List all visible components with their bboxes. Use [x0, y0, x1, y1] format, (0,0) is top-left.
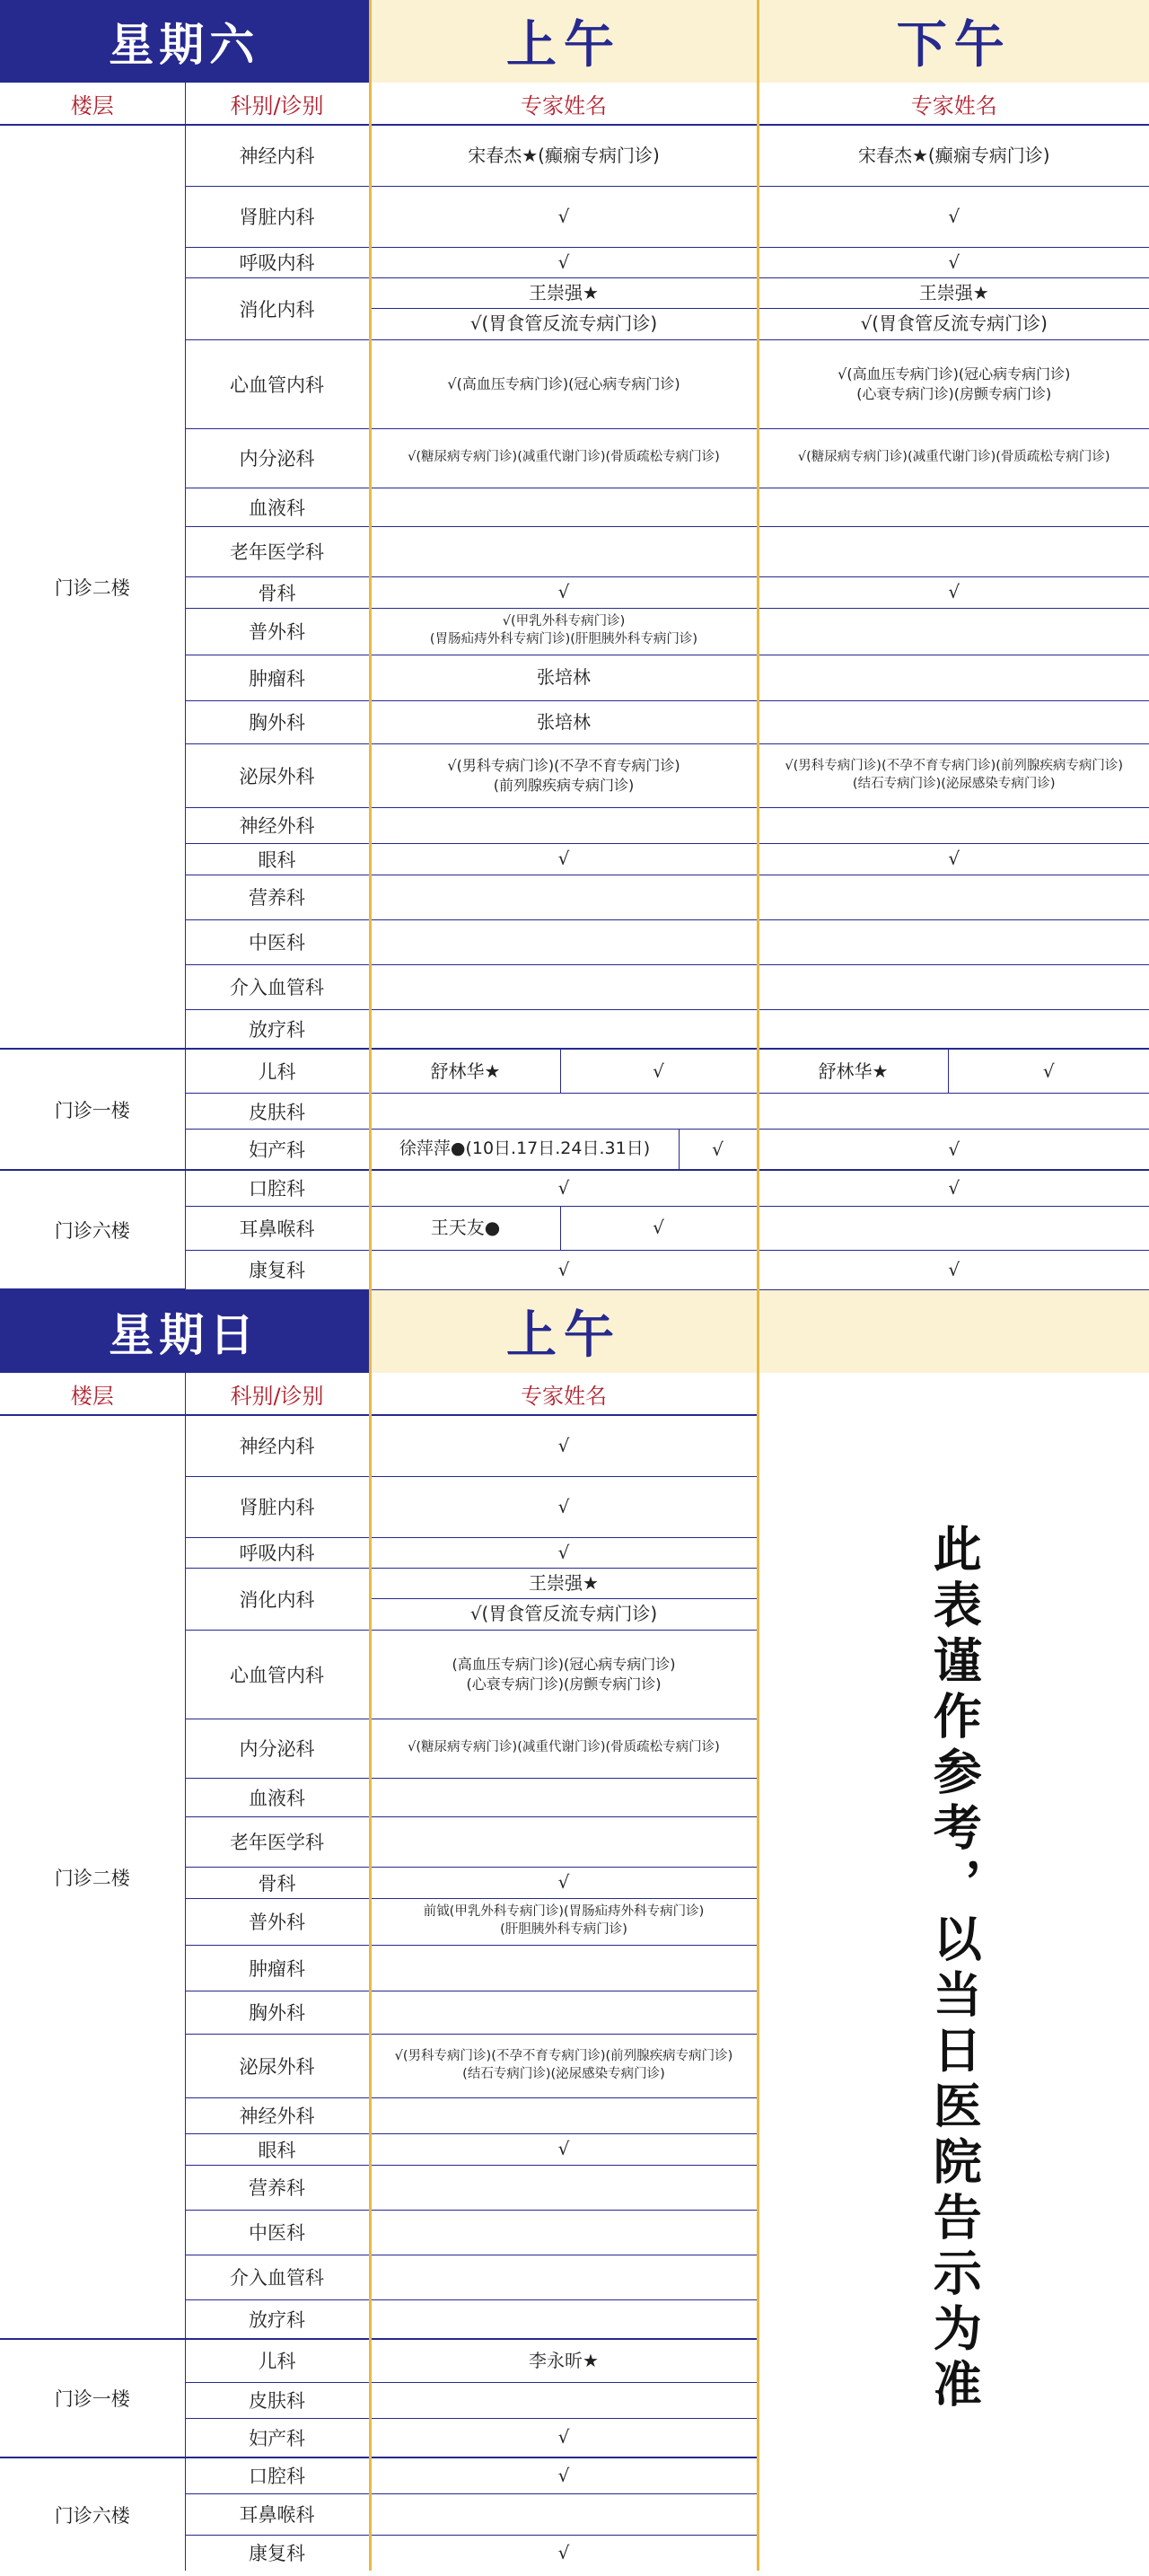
check-mark: √: [653, 1217, 664, 1238]
expert-cell: √(糖尿病专病门诊)(减重代谢门诊)(骨质疏松专病门诊): [758, 428, 1149, 488]
header-department: 科别/诊别: [185, 1373, 370, 1415]
dept-label: 消化内科: [185, 1568, 370, 1630]
expert-cell: √: [370, 1476, 758, 1537]
sunday-header-row: [0, 1373, 1149, 1415]
expert-clinic: √(胃食管反流专病门诊): [469, 312, 658, 335]
expert-name: 王崇强★: [372, 278, 757, 310]
check-mark: √: [1042, 1059, 1055, 1082]
expert-cell: [758, 964, 1149, 1009]
expert-name: 舒林华★: [372, 1050, 561, 1093]
expert-cell: [758, 1049, 1149, 1094]
dept-label: 肾脏内科: [185, 186, 370, 247]
notice-text: 此表谨作参考，以当日医院告示为准: [925, 1524, 983, 2414]
dept-label: 介入血管科: [185, 2255, 370, 2299]
expert-cell: [758, 526, 1149, 576]
expert-cell: [758, 1206, 1149, 1250]
expert-cell: √: [370, 1415, 758, 1476]
expert-cell: √: [370, 1170, 758, 1206]
expert-cell: [370, 2493, 758, 2535]
dept-label: 老年医学科: [185, 526, 370, 576]
dept-label: 消化内科: [185, 277, 370, 339]
expert-cell: [370, 1206, 758, 1250]
expert-cell: [758, 655, 1149, 700]
dept-label: 神经内科: [185, 1415, 370, 1476]
expert-cell: [758, 488, 1149, 526]
period-pm-saturday: 下午: [758, 0, 1149, 83]
expert-clinic: √(男科专病门诊)(不孕不育专病门诊): [447, 756, 680, 774]
expert-name: 王崇强★: [759, 278, 1149, 310]
floor-label: 门诊六楼: [0, 1170, 185, 1289]
sunday-title-row: [0, 1290, 1149, 1373]
expert-clinic: (胃肠疝痔外科专病门诊)(肝胆胰外科专病门诊): [429, 632, 698, 646]
expert-clinic: (心衰专病门诊)(房颤专病门诊): [466, 1675, 662, 1692]
dept-label: 神经外科: [185, 2097, 370, 2133]
expert-cell: [370, 1049, 758, 1094]
expert-cell: [370, 2382, 758, 2418]
expert-cell: [370, 1130, 758, 1171]
expert-cell: [370, 1945, 758, 1991]
dept-label: 皮肤科: [185, 1094, 370, 1130]
dept-label: 内分泌科: [185, 428, 370, 488]
dept-label: 眼科: [185, 843, 370, 875]
table-row: [0, 125, 1149, 186]
expert-cell: [370, 1991, 758, 2034]
expert-cell: [370, 919, 758, 964]
saturday-title-row: [0, 0, 1149, 83]
saturday-header-row: [0, 83, 1149, 125]
expert-cell: √: [758, 1130, 1149, 1171]
expert-cell: 张培林: [370, 700, 758, 743]
expert-cell: [370, 488, 758, 526]
day-title-saturday: 星期六: [0, 0, 370, 83]
dept-label: 内分泌科: [185, 1719, 370, 1778]
expert-cell: [370, 1898, 758, 1945]
expert-cell: [370, 1778, 758, 1816]
dept-label: 营养科: [185, 875, 370, 919]
expert-clinic: (肝胆胰外科专病门诊): [500, 1922, 627, 1937]
expert-clinic: (高血压专病门诊)(冠心病专病门诊): [452, 1655, 676, 1673]
expert-clinic: √(男科专病门诊)(不孕不育专病门诊)(前列腺疾病专病门诊): [785, 758, 1124, 773]
dept-label: 肾脏内科: [185, 1476, 370, 1537]
dept-label: 口腔科: [185, 2457, 370, 2493]
expert-cell: [370, 1630, 758, 1719]
expert-cell: √: [370, 2457, 758, 2493]
expert-cell: [370, 2255, 758, 2299]
floor-label: 门诊二楼: [0, 1415, 185, 2339]
dept-label: 耳鼻喉科: [185, 1206, 370, 1250]
header-expert-am: 专家姓名: [370, 83, 758, 125]
expert-cell: [758, 807, 1149, 843]
dept-label: 介入血管科: [185, 964, 370, 1009]
expert-clinic: (心衰专病门诊)(房颤专病门诊): [856, 384, 1052, 402]
dept-label: 儿科: [185, 1049, 370, 1094]
expert-cell: √: [370, 1867, 758, 1898]
expert-clinic: 前钺(甲乳外科专病门诊)(胃肠疝痔外科专病门诊): [423, 1904, 705, 1920]
expert-cell: √: [758, 1170, 1149, 1206]
expert-cell: [370, 875, 758, 919]
check-mark: √: [712, 1138, 724, 1160]
dept-label: 儿科: [185, 2339, 370, 2382]
notice-cell: [758, 1373, 1149, 2571]
expert-cell: [370, 1568, 758, 1630]
dept-label: 营养科: [185, 2165, 370, 2210]
expert-clinic: √(高血压专病门诊)(冠心病专病门诊): [838, 365, 1071, 382]
expert-cell: √: [370, 1250, 758, 1289]
header-floor: 楼层: [0, 1373, 185, 1415]
expert-cell: [370, 2165, 758, 2210]
expert-cell: [370, 2210, 758, 2255]
expert-cell: [758, 339, 1149, 428]
header-expert-am: 专家姓名: [370, 1373, 758, 1415]
expert-cell: √: [370, 2133, 758, 2165]
expert-cell: [370, 1816, 758, 1867]
dept-label: 神经内科: [185, 125, 370, 186]
dept-label: 康复科: [249, 2543, 305, 2565]
header-floor: 楼层: [0, 83, 185, 125]
expert-name: 徐萍萍●(10日.17日.24日.31日): [372, 1130, 680, 1169]
expert-cell: [758, 1094, 1149, 1130]
period-am-saturday: 上午: [370, 0, 758, 83]
dept-label: 老年医学科: [185, 1816, 370, 1867]
expert-cell: [370, 2097, 758, 2133]
dept-label: 妇产科: [185, 2418, 370, 2457]
dept-label: 呼吸内科: [185, 247, 370, 277]
expert-cell: [370, 807, 758, 843]
dept-label: 口腔科: [185, 1170, 370, 1206]
expert-cell: √(高血压专病门诊)(冠心病专病门诊): [370, 339, 758, 428]
expert-cell: √: [758, 843, 1149, 875]
dept-label: 心血管内科: [185, 339, 370, 428]
expert-clinic: √(甲乳外科专病门诊): [502, 614, 626, 629]
expert-cell: √: [370, 1537, 758, 1568]
expert-cell: 宋春杰★(癫痫专病门诊): [758, 125, 1149, 186]
expert-cell: [758, 277, 1149, 339]
expert-cell: [758, 1009, 1149, 1049]
header-expert-pm: 专家姓名: [758, 83, 1149, 125]
dept-label: 呼吸内科: [185, 1537, 370, 1568]
expert-name: 王崇强★: [372, 1569, 757, 1600]
dept-label: 胸外科: [185, 700, 370, 743]
dept-label: 眼科: [185, 2133, 370, 2165]
expert-clinic: √(胃食管反流专病门诊): [860, 312, 1048, 335]
dept-label: 普外科: [185, 1898, 370, 1945]
dept-label: 普外科: [185, 608, 370, 655]
header-department: 科别/诊别: [185, 83, 370, 125]
dept-label: 泌尿外科: [185, 743, 370, 807]
expert-cell: 张培林: [370, 655, 758, 700]
expert-cell: [370, 608, 758, 655]
expert-cell: [370, 964, 758, 1009]
dept-label: 骨科: [185, 1867, 370, 1898]
dept-label: 皮肤科: [185, 2382, 370, 2418]
expert-cell: √: [370, 2418, 758, 2457]
expert-name: 舒林华★: [759, 1050, 949, 1093]
expert-cell: [758, 608, 1149, 655]
dept-label: 胸外科: [185, 1991, 370, 2034]
floor-label: 门诊一楼: [0, 2339, 185, 2457]
dept-label: 耳鼻喉科: [185, 2493, 370, 2535]
expert-clinic: (前列腺疾病专病门诊): [493, 776, 635, 794]
floor-label: 门诊六楼: [0, 2457, 185, 2571]
dept-label: 骨科: [185, 576, 370, 608]
expert-clinic: √(胃食管反流专病门诊): [469, 1603, 658, 1625]
expert-cell: 宋春杰★(癫痫专病门诊): [370, 125, 758, 186]
expert-cell: √: [370, 186, 758, 247]
expert-cell: [370, 2034, 758, 2097]
day-title-sunday: 星期日: [0, 1290, 370, 1373]
expert-cell: √(糖尿病专病门诊)(减重代谢门诊)(骨质疏松专病门诊): [370, 1719, 758, 1778]
expert-clinic: (结石专病门诊)(泌尿感染专病门诊): [852, 776, 1056, 791]
expert-cell: [370, 277, 758, 339]
check-mark: √: [653, 1059, 664, 1082]
expert-cell: √: [370, 576, 758, 608]
expert-cell: [370, 2299, 758, 2339]
dept-label: 康复科: [185, 1250, 370, 1289]
expert-cell: [370, 1094, 758, 1130]
dept-label: 肿瘤科: [185, 655, 370, 700]
dept-label: 中医科: [185, 919, 370, 964]
dept-label: 妇产科: [185, 1130, 370, 1171]
dept-label: 肿瘤科: [185, 1945, 370, 1991]
expert-cell: [758, 743, 1149, 807]
expert-cell: √: [758, 576, 1149, 608]
expert-cell: [758, 700, 1149, 743]
expert-cell: [758, 919, 1149, 964]
dept-label: 心血管内科: [185, 1630, 370, 1719]
period-blank-sunday: [758, 1290, 1149, 1373]
expert-name: 王天友●: [372, 1207, 561, 1250]
dept-label: 神经外科: [185, 807, 370, 843]
dept-label: 放疗科: [185, 2299, 370, 2339]
expert-cell: √: [370, 247, 758, 277]
dept-label: 放疗科: [185, 1009, 370, 1049]
table-row: [0, 1049, 1149, 1094]
expert-clinic: (结石专病门诊)(泌尿感染专病门诊): [462, 2066, 665, 2081]
period-am-sunday: 上午: [370, 1290, 758, 1373]
sunday-schedule-table: [0, 1290, 1149, 2571]
expert-cell: [370, 743, 758, 807]
expert-cell: √(糖尿病专病门诊)(减重代谢门诊)(骨质疏松专病门诊): [370, 428, 758, 488]
dept-label: 中医科: [185, 2210, 370, 2255]
dept-label: 泌尿外科: [185, 2034, 370, 2097]
expert-cell: 李永昕★: [370, 2339, 758, 2382]
expert-cell: √: [758, 247, 1149, 277]
expert-cell: √: [758, 1250, 1149, 1289]
expert-cell: √: [758, 186, 1149, 247]
table-row: [0, 1170, 1149, 1206]
expert-cell: [370, 526, 758, 576]
expert-cell: [758, 875, 1149, 919]
expert-clinic: √(男科专病门诊)(不孕不育专病门诊)(前列腺疾病专病门诊): [394, 2048, 733, 2063]
expert-cell: √: [370, 2535, 758, 2571]
dept-label: 血液科: [185, 488, 370, 526]
floor-label: 门诊一楼: [0, 1049, 185, 1170]
expert-cell: [370, 1009, 758, 1049]
dept-label: 血液科: [185, 1778, 370, 1816]
floor-label: 门诊二楼: [0, 125, 185, 1049]
expert-cell: √: [370, 843, 758, 875]
